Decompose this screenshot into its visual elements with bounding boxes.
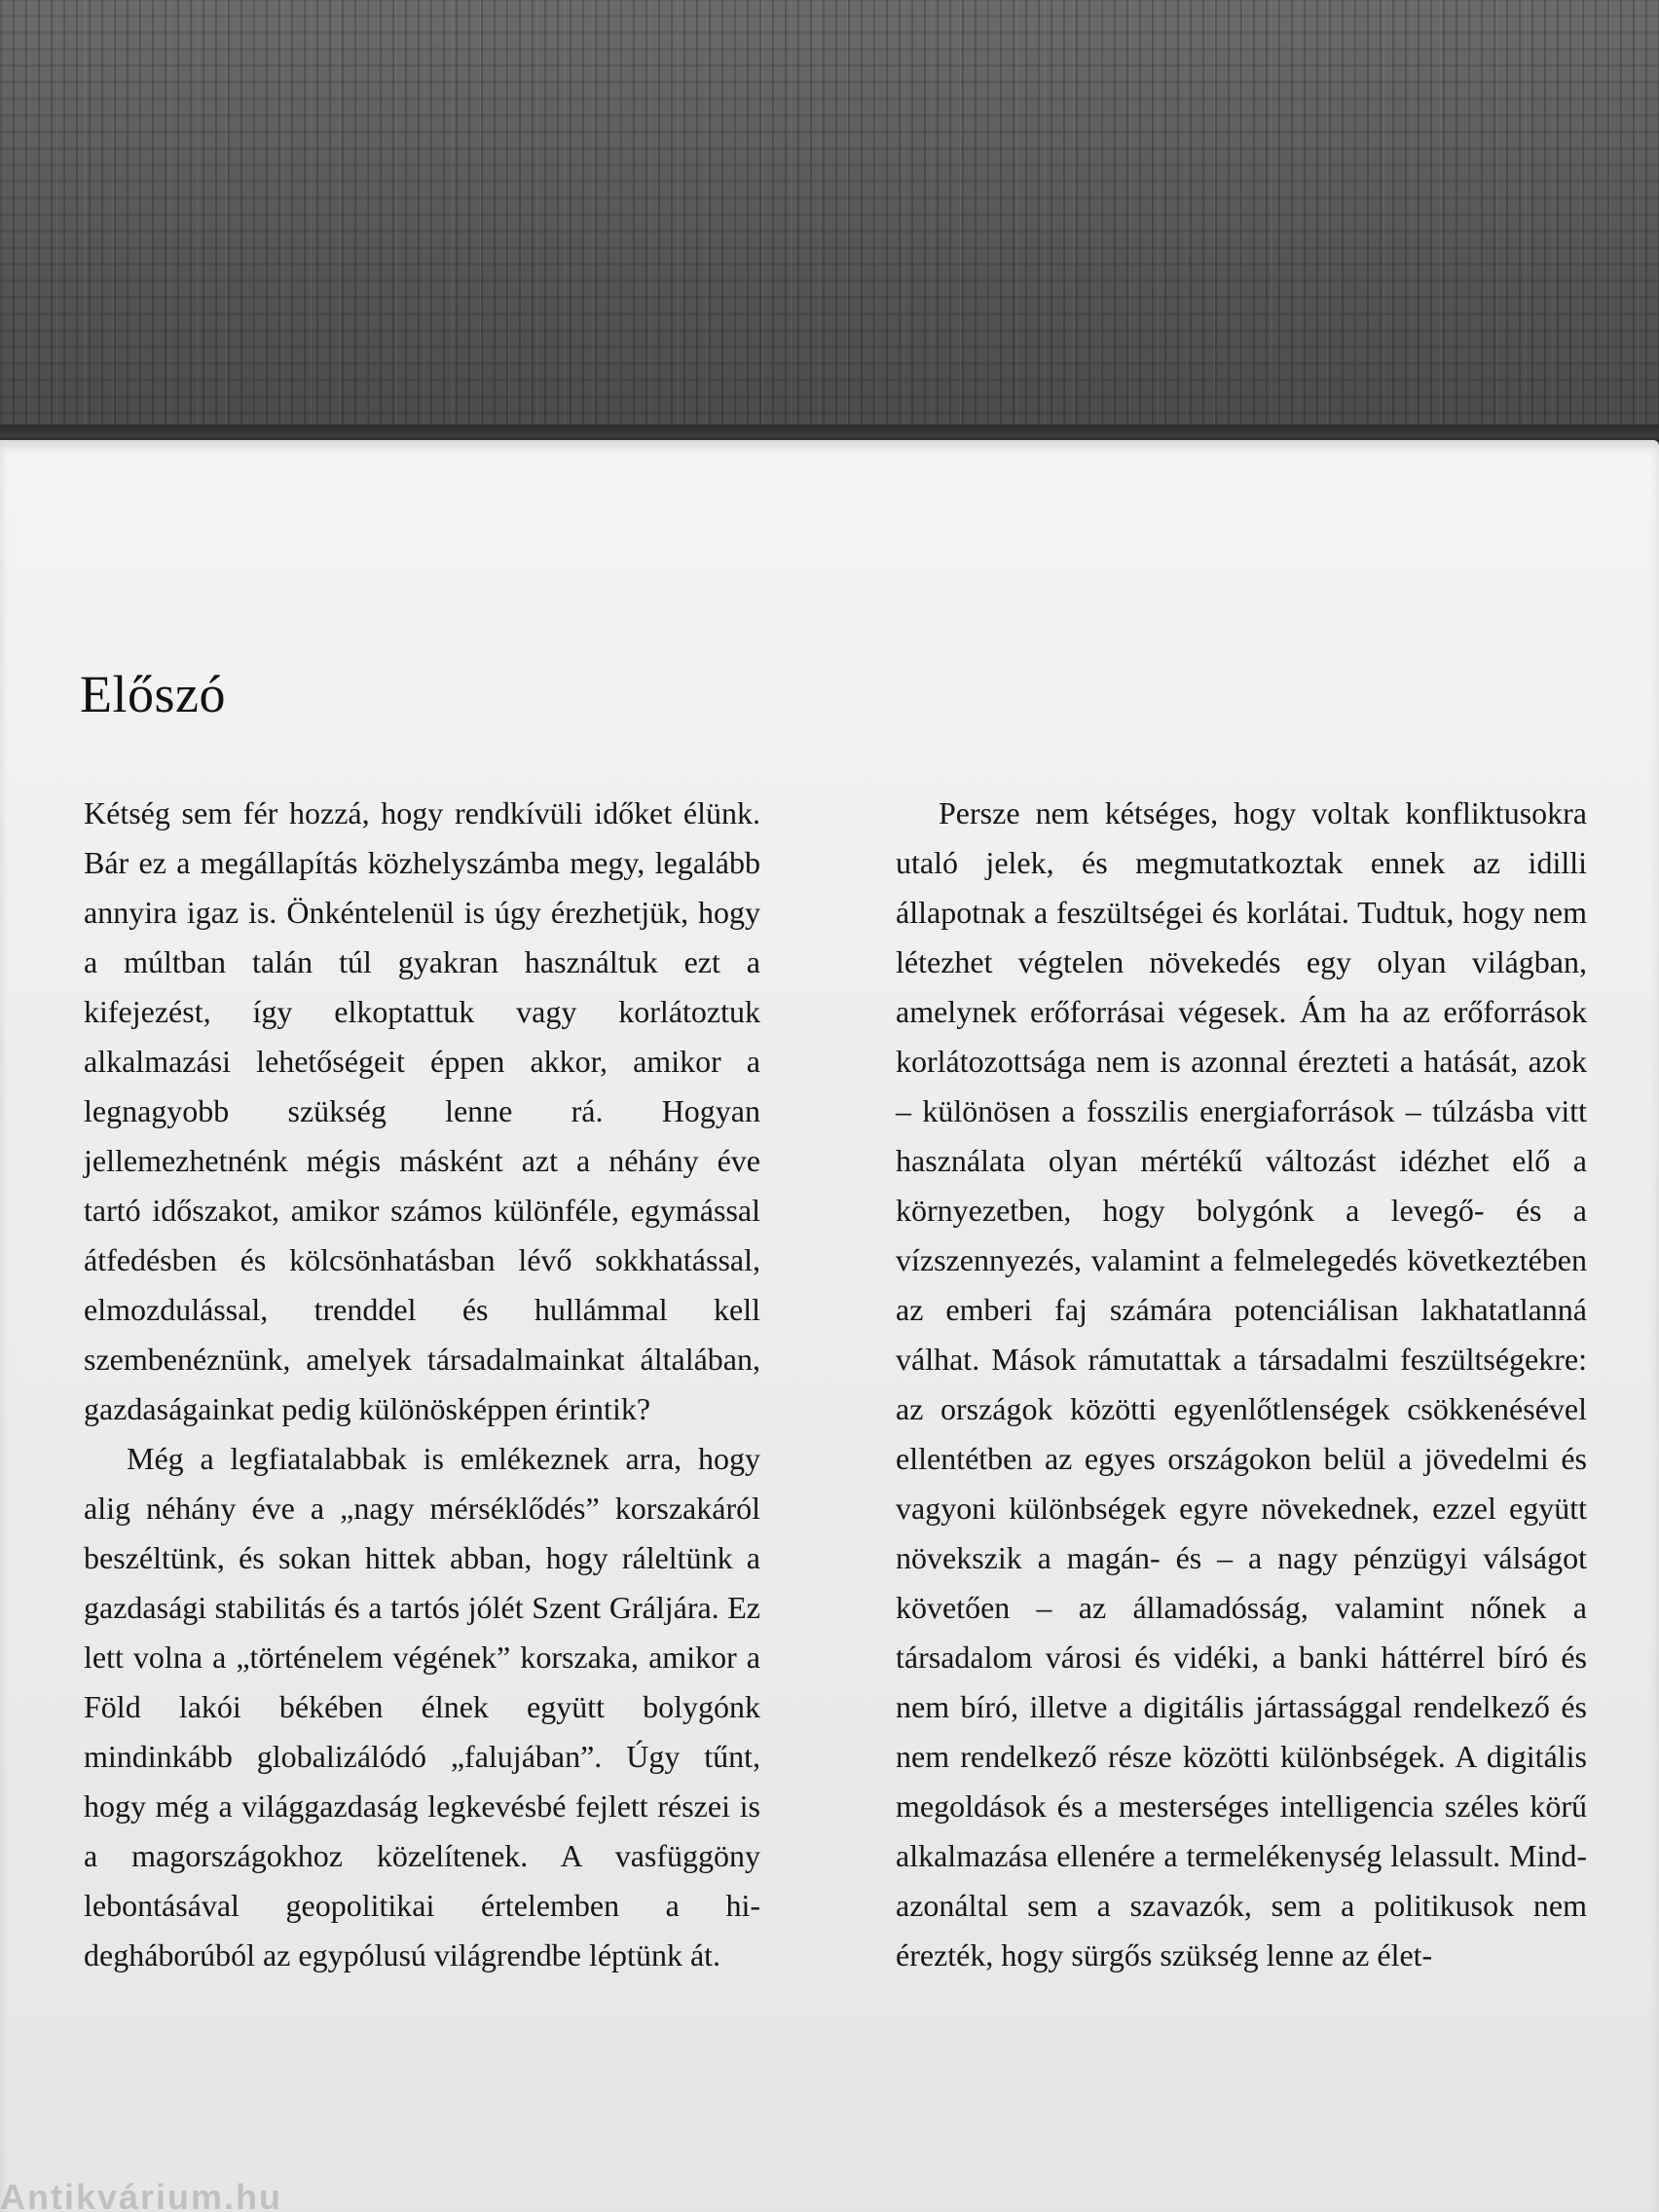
paragraph: Persze nem kétséges, hogy voltak konfliktusokra utaló jelek, és megmutatkoztak ennek az idilli állapotnak a feszültségei és korlátai. Tudtuk, hogy nem létezhet végtelen növekedés egy olyan világban, amelynek erőforrásai végesek. Ám ha az erőforrások korlátozottsága nem is azonnal érezteti a hatását, azok – különösen a fosszilis energiaforrások – túlzásba vitt használata olyan mértékű változást idézhet elő a környezetben, hogy bolygónk a levegő- és a vízszennyezés, valamint a felmelegedés következtében az emberi faj számára potenciálisan lakhatatlanná válhat. Mások rámutattak a társadalmi feszültségekre: az országok közötti egyenlőtlenségek csökkenésével ellentétben az egyes országokon belül a jövedelmi és vagyoni különbségek egyre növekednek, ezzel együtt növekszik a magán- és – a nagy pénzügyi válságot követően – az államadósság, valamint nőnek a társadalom városi és vidéki, a banki háttérrel bíró és nem bíró, illetve a digitális jártassággal rendelkező és nem rendelkező része közötti különbségek. A digitális megoldások és a mesterséges intelligencia széles körű alkalmazása ellenére a termelékenység lelassult. Mindazonáltal sem a szavazók, sem a politikusok nem érezték, hogy sürgős szükség lenne az élet-: [896, 795, 1587, 1972]
paragraph: Még a legfiatalabbak is emlékeznek arra, hogy alig néhány éve a „nagy mérséklődés” korszakáról beszéltünk, és sokan hittek abban, hogy ráleltünk a gazdasági stabilitás és a tartós jólét Szent Gráljára. Ez lett volna a „történelem végének” korszaka, amikor a Föld lakói békében élnek együtt bolygónk mindinkább globalizálódó „falujában”. Úgy tűnt, hogy még a világgazdaság legkevésbé fejlett részei is a magországokhoz közelítenek. A vasfüggöny lebontásával geopolitikai értelemben a hidegháborúból az egypólusú világrendbe léptünk át.: [84, 1441, 760, 1972]
chapter-title: Előszó: [80, 665, 226, 723]
left-text-column: [84, 789, 760, 1980]
watermark: Antikvárium.hu: [0, 2177, 283, 2212]
paragraph: Kétség sem fér hozzá, hogy rendkívüli időket élünk. Bár ez a megállapítás közhelyszámba megy, legalább annyira igaz is. Önkéntelenül is úgy érezhetjük, hogy a múltban talán túl gyakran használtuk ezt a kifejezést, így elkoptattuk vagy korlátoztuk alkalmazási lehetőségeit éppen akkor, amikor a legnagyobb szükség lenne rá. Hogyan jellemezhetnénk mégis másként azt a néhány éve tartó időszakot, amikor számos különféle, egymással átfedésben és kölcsönhatásban lévő sokkhatással, elmozdulással, trenddel és hullámmal kell szembenéznünk, amelyek társadalmainkat általában, gazdaságainkat pedig különösképpen érintik?: [84, 795, 760, 1426]
right-text-column: [896, 789, 1587, 1980]
table-background: [0, 0, 1659, 448]
book-page: [0, 440, 1659, 2212]
